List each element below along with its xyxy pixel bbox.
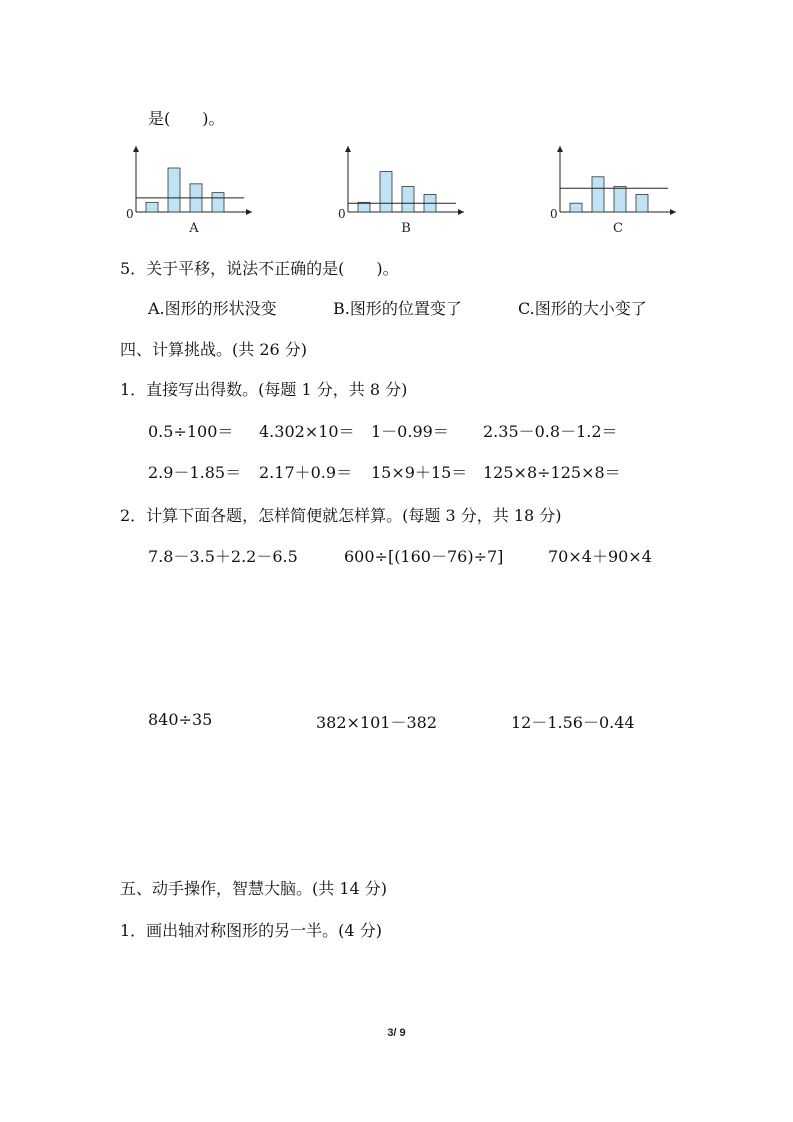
chart-bar — [614, 186, 626, 212]
x-axis-arrow — [246, 209, 252, 215]
chart-label: C — [613, 221, 623, 236]
calc-item: 7.8－3.5＋2.2－6.5 — [148, 547, 298, 566]
section4-title: 四、计算挑战。(共 26 分) — [120, 340, 308, 359]
chart-bar — [212, 193, 224, 212]
s4-q1-stem: 1．直接写出得数。(每题 1 分，共 8 分) — [120, 380, 408, 399]
s5-q1-stem: 1．画出轴对称图形的另一半。(4 分) — [120, 921, 382, 940]
y-axis-arrow — [557, 146, 563, 152]
chart-bar — [570, 203, 582, 212]
q5-stem: 5．关于平移，说法不正确的是( )。 — [120, 259, 399, 278]
chart-bar — [402, 186, 414, 212]
calc-item: 12－1.56－0.44 — [511, 713, 635, 732]
calc-item: 1－0.99＝ — [371, 422, 449, 441]
q5-option-b: B.图形的位置变了 — [333, 299, 462, 318]
calc-item: 382×101－382 — [316, 713, 438, 732]
origin-label: 0 — [338, 207, 346, 221]
y-axis-arrow — [133, 146, 139, 152]
calc-item: 600÷[(160－76)÷7] — [344, 547, 504, 566]
calc-item: 0.5÷100＝ — [148, 422, 234, 441]
calc-item: 2.35－0.8－1.2＝ — [483, 422, 618, 441]
chart-a — [120, 140, 260, 240]
calc-item: 15×9＋15＝ — [371, 463, 468, 482]
x-axis-arrow — [458, 209, 464, 215]
section5-title: 五、动手操作，智慧大脑。(共 14 分) — [120, 879, 388, 898]
chart-b — [332, 140, 472, 240]
chart-label: B — [401, 221, 411, 236]
chart-bar — [168, 168, 180, 212]
calc-item: 125×8÷125×8＝ — [483, 463, 621, 482]
y-axis-arrow — [345, 146, 351, 152]
q4-tail: 是( )。 — [148, 109, 225, 128]
s4-q2-stem: 2．计算下面各题，怎样简便就怎样算。(每题 3 分，共 18 分) — [120, 506, 562, 525]
chart-bar — [636, 194, 648, 212]
chart-c — [544, 140, 684, 240]
chart-bar — [358, 202, 370, 212]
chart-bar — [146, 202, 158, 212]
origin-label: 0 — [550, 207, 558, 221]
q5-option-a: A.图形的形状没变 — [148, 299, 277, 318]
q5-option-c: C.图形的大小变了 — [518, 299, 647, 318]
chart-bar — [380, 172, 392, 212]
origin-label: 0 — [126, 207, 134, 221]
calc-item: 2.9－1.85＝ — [148, 463, 242, 482]
calc-item: 2.17＋0.9＝ — [259, 463, 353, 482]
calc-item: 70×4＋90×4 — [548, 547, 652, 566]
chart-bar — [592, 177, 604, 212]
x-axis-arrow — [670, 209, 676, 215]
chart-label: A — [189, 221, 199, 236]
page-number: 3/ 9 — [387, 1027, 406, 1039]
calc-item: 840÷35 — [148, 710, 213, 729]
calc-item: 4.302×10＝ — [259, 422, 355, 441]
